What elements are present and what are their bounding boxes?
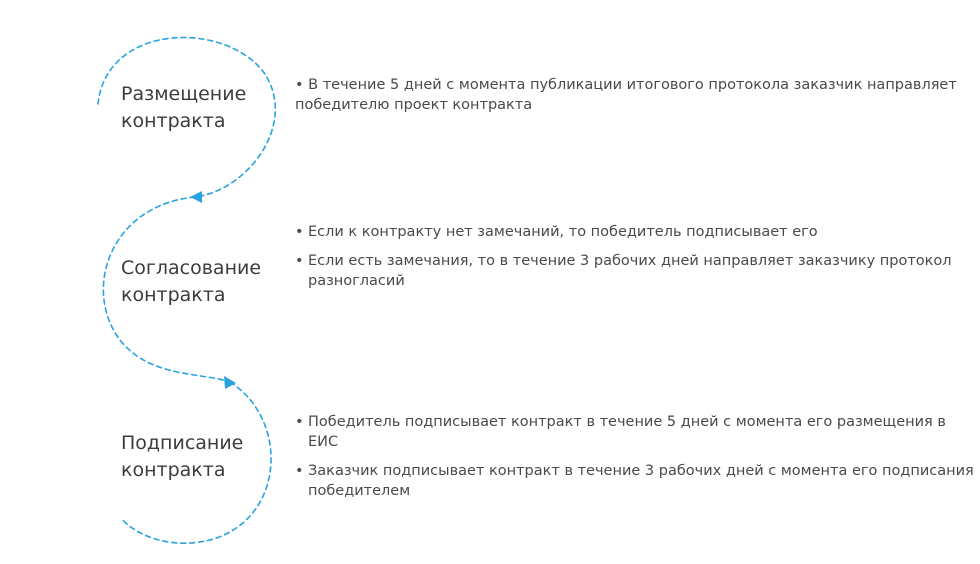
stage-placement-bullets bbox=[295, 75, 980, 124]
stage-approval-title bbox=[121, 255, 261, 309]
bullet-text: • В течение 5 дней с момента публикации итогового протокола заказчик направляет победителю проект контракта bbox=[295, 77, 957, 113]
stage-signing-title bbox=[121, 430, 243, 484]
arrow-head-middle bbox=[224, 376, 236, 389]
stage-approval-title-line2: контракта bbox=[121, 284, 226, 306]
bullet-text: Победитель подписывает контракт в течение 5 дней с момента его размещения в ЕИС bbox=[308, 414, 946, 450]
arrow-head-top bbox=[190, 191, 202, 203]
bullet-item bbox=[295, 222, 980, 242]
stage-signing-title-line2: контракта bbox=[121, 459, 226, 481]
stage-placement-title-line2: контракта bbox=[121, 110, 226, 132]
bullet-text: Заказчик подписывает контракт в течение 3 рабочих дней с момента его подписания победителем bbox=[308, 463, 974, 499]
stage-signing-title-line1: Подписание bbox=[121, 432, 244, 454]
stage-approval-title-line1: Согласование bbox=[121, 257, 262, 279]
bullet-item bbox=[295, 461, 980, 501]
stage-placement-title-line1: Размещение bbox=[121, 83, 247, 105]
bullet-text: Если есть замечания, то в течение 3 рабочих дней направляет заказчику протокол разногласий bbox=[308, 253, 952, 289]
stage-approval-bullets bbox=[295, 222, 980, 300]
stage-signing-bullets bbox=[295, 412, 980, 510]
bullet-item bbox=[295, 75, 980, 115]
bullet-text: Если к контракту нет замечаний, то победитель подписывает его bbox=[308, 224, 818, 240]
stage-placement-title bbox=[121, 81, 246, 135]
bullet-item bbox=[295, 251, 980, 291]
bullet-item bbox=[295, 412, 980, 452]
